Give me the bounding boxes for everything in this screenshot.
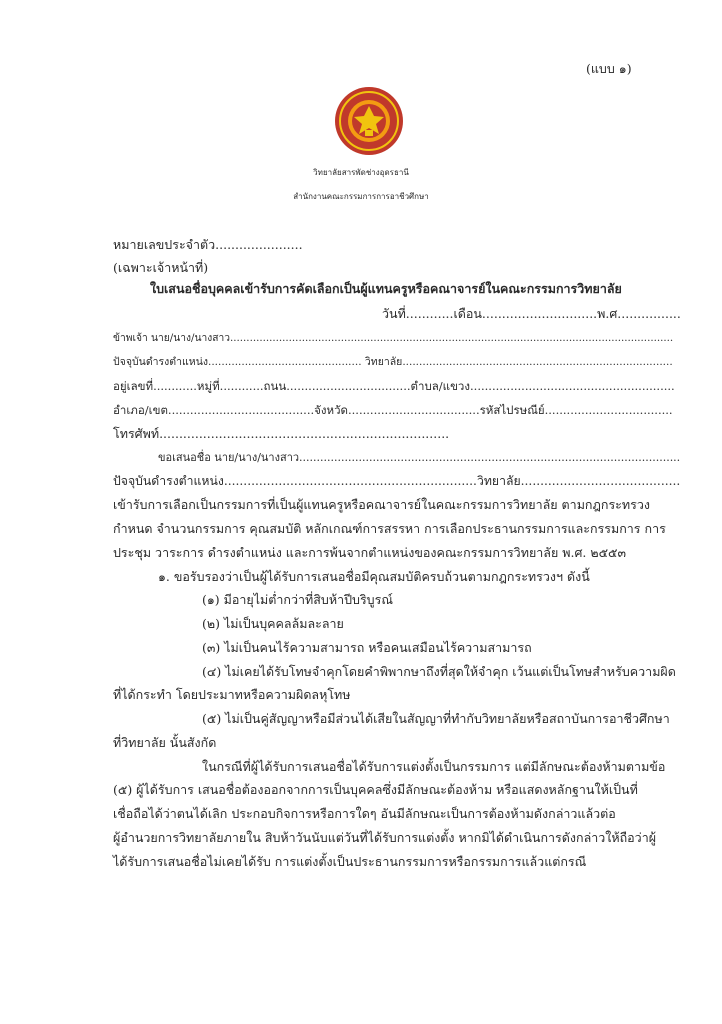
college-seal-logo <box>334 86 404 156</box>
district-line: อำเภอ/เขต........................................จังหวัด....................................รหัสไปรษณีย์................................... <box>113 403 673 417</box>
address-line: อยู่เลขที่............หมู่ที่............ถนน..................................ตำบล/แขวง........................................................ <box>113 379 675 393</box>
closing-paragraph-line: เชื่อถือได้ว่าตนได้เลิก ประกอบกิจการหรือการใดๆ อันมีลักษณะเป็นการต้องห้ามดังกล่าวแล้วต่อ <box>113 806 616 821</box>
applicant-name-line: ข้าพเจ้า นาย/นาง/นางสาว........................................................................................................................................ <box>113 332 674 344</box>
qualification-item-cont: ที่ได้กระทำ โดยประมาทหรือความผิดลหุโทษ <box>113 687 351 702</box>
phone-line: โทรศัพท์......................................................................... <box>113 426 450 441</box>
nominee-position-line: ปัจจุบันดำรงตำแหน่ง.................................................................วิทยาลัย......................................... <box>113 474 681 488</box>
closing-paragraph-line: ในกรณีที่ผู้ได้รับการเสนอชื่อได้รับการแต่งตั้งเป็นกรรมการ แต่มีลักษณะต้องห้ามตามข้อ <box>202 759 666 774</box>
qualification-item: (๒) ไม่เป็นบุคคลล้มละลาย <box>202 616 344 631</box>
body-paragraph-line: กำหนด จำนวนกรรมการ คุณสมบัติ หลักเกณฑ์การสรรหา การเลือกประธานกรรมการและกรรมการ การ <box>113 521 666 536</box>
qualification-item: (๕) ไม่เป็นคู่สัญญาหรือมีส่วนได้เสียในสัญญาที่ทำกับวิทยาลัยหรือสถาบันการอาชีวศึกษา <box>202 711 670 726</box>
id-number-line: หมายเลขประจำตัว...................... <box>113 237 303 252</box>
closing-paragraph-line: (๕) ผู้ได้รับการ เสนอชื่อต้องออกจากการเป็นบุคคลซึ่งมีลักษณะต้องห้าม หรือแสดงหลักฐานให้เป็นที่ <box>113 782 638 797</box>
applicant-position-line: ปัจจุบันดำรงตำแหน่ง.............................................. วิทยาลัย................................................................................. <box>113 356 673 368</box>
office-name: สำนักงานคณะกรรมการการอาชีวศึกษา <box>293 192 429 201</box>
staff-only-note: (เฉพาะเจ้าหน้าที่) <box>113 260 209 275</box>
body-paragraph-line: เข้ารับการเลือกเป็นกรรมการที่เป็นผู้แทนครูหรือคณาจารย์ในคณะกรรมการวิทยาลัย ตามกฎกระทรวง <box>113 497 650 512</box>
closing-paragraph-line: ผู้อำนวยการวิทยาลัยภายใน สิบห้าวันนับแต่วันที่ได้รับการแต่งตั้ง หากมิได้ดำเนินการดังกล่าวให้ถือว่าผู้ <box>113 830 657 845</box>
certification-heading: ๑. ขอรับรองว่าเป็นผู้ได้รับการเสนอชื่อมีคุณสมบัติครบถ้วนตามกฎกระทรวงฯ ดังนี้ <box>158 569 590 584</box>
qualification-item: (๓) ไม่เป็นคนไร้ความสามารถ หรือคนเสมือนไร้ความสามารถ <box>202 640 532 655</box>
form-heading: ใบเสนอชื่อบุคคลเข้ารับการคัดเลือกเป็นผู้แทนครูหรือคณาจารย์ในคณะกรรมการวิทยาลัย <box>150 281 622 296</box>
date-line: วันที่............เดือน.............................พ.ศ................ <box>382 306 681 321</box>
closing-paragraph-line: ได้รับการเสนอชื่อไม่เคยได้รับ การแต่งตั้งเป็นประธานกรรมการหรือกรรมการแล้วแต่กรณี <box>113 854 587 869</box>
body-paragraph-line: ประชุม วาระการ ดำรงตำแหน่ง และการพ้นจากตำแหน่งของคณะกรรมการวิทยาลัย พ.ศ. ๒๕๕๓ <box>113 545 627 560</box>
qualification-item: (๑) มีอายุไม่ต่ำกว่าที่สิบห้าปีบริบูรณ์ <box>202 592 393 607</box>
nominee-name-line: ขอเสนอชื่อ นาย/นาง/นางสาว............................................................................................................. <box>158 451 681 464</box>
college-name: วิทยาลัยสารพัดช่างอุดรธานี <box>313 168 409 177</box>
qualification-item-cont: ที่วิทยาลัย นั้นสังกัด <box>113 735 217 750</box>
form-number: (แบบ ๑) <box>586 61 632 76</box>
qualification-item: (๔) ไม่เคยได้รับโทษจำคุกโดยคำพิพากษาถึงที่สุดให้จำคุก เว้นแต่เป็นโทษสำหรับความผิด <box>202 664 676 679</box>
